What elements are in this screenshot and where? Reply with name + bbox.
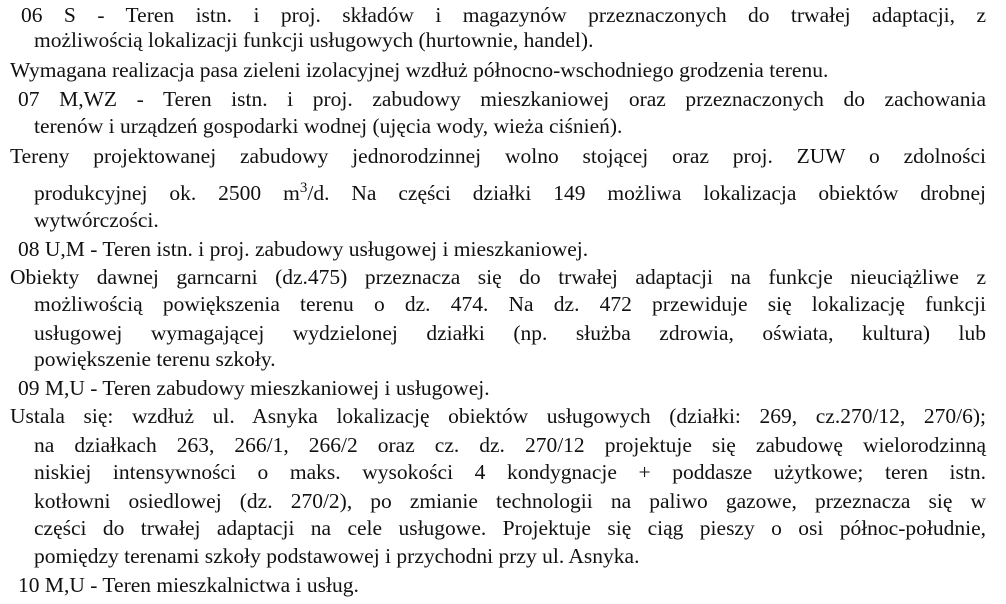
line-20: pomiędzy terenami szkoły podstawowej i przychodni przy ul. Asnyka. xyxy=(34,544,640,568)
line-11: możliwością powiększenia terenu o dz. 474. Na dz. 472 przewiduje się lokalizację funkcji xyxy=(34,292,986,316)
line-14: 09 M,U - Teren zabudowy mieszkaniowej i usługowej. xyxy=(18,376,490,400)
line-05: terenów i urządzeń gospodarki wodnej (ujęcia wody, wieża ciśnień). xyxy=(34,114,623,138)
line-19: części do trwałej adaptacji na cele usługowe. Projektuje się ciąg pieszy o osi północ-południe, xyxy=(34,516,986,540)
line-17: niskiej intensywności o maks. wysokości 4 kondygnacje + poddasze użytkowe; teren istn. xyxy=(34,460,986,484)
line-02: możliwością lokalizacji funkcji usługowych (hurtownie, handel). xyxy=(34,28,594,52)
line-16: na działkach 263, 266/1, 266/2 oraz cz. dz. 270/12 projektuje się zabudowę wielorodzinną xyxy=(34,433,986,457)
line-12: usługowej wymagającej wydzielonej działki (np. służba zdrowia, oświata, kultura) lub xyxy=(34,321,986,345)
line-18: kotłowni osiedlowej (dz. 270/2), po zmianie technologii na paliwo gazowe, przeznacza się w xyxy=(34,489,986,513)
line-07 xyxy=(34,180,986,206)
line-07-part-2: /d. Na części działki 149 możliwa lokalizacja obiektów drobnej xyxy=(307,181,986,205)
line-10: Obiekty dawnej garncarni (dz.475) przeznacza się do trwałej adaptacji na funkcje nieuciążliwe z xyxy=(10,265,986,289)
line-01: 06 S - Teren istn. i proj. składów i magazynów przeznaczonych do trwałej adaptacji, z xyxy=(21,3,986,27)
line-07-part-1: produkcyjnej ok. 2500 m xyxy=(34,181,300,205)
line-08: wytwórczości. xyxy=(34,208,159,232)
line-06: Tereny projektowanej zabudowy jednorodzinnej wolno stojącej oraz proj. ZUW o zdolności xyxy=(10,144,986,168)
superscript-3: 3 xyxy=(299,180,308,197)
line-04: 07 M,WZ - Teren istn. i proj. zabudowy mieszkaniowej oraz przeznaczonych do zachowania xyxy=(18,87,986,111)
line-09: 08 U,M - Teren istn. i proj. zabudowy usługowej i mieszkaniowej. xyxy=(18,237,589,261)
line-13: powiększenie terenu szkoły. xyxy=(34,347,276,371)
line-03: Wymagana realizacja pasa zieleni izolacyjnej wzdłuż północno-wschodniego grodzenia terenu. xyxy=(10,58,829,82)
line-15: Ustala się: wzdłuż ul. Asnyka lokalizację obiektów usługowych (działki: 269, cz.270/12, 270/6); xyxy=(10,404,986,428)
line-21: 10 M,U - Teren mieszkalnictwa i usług. xyxy=(18,573,359,597)
